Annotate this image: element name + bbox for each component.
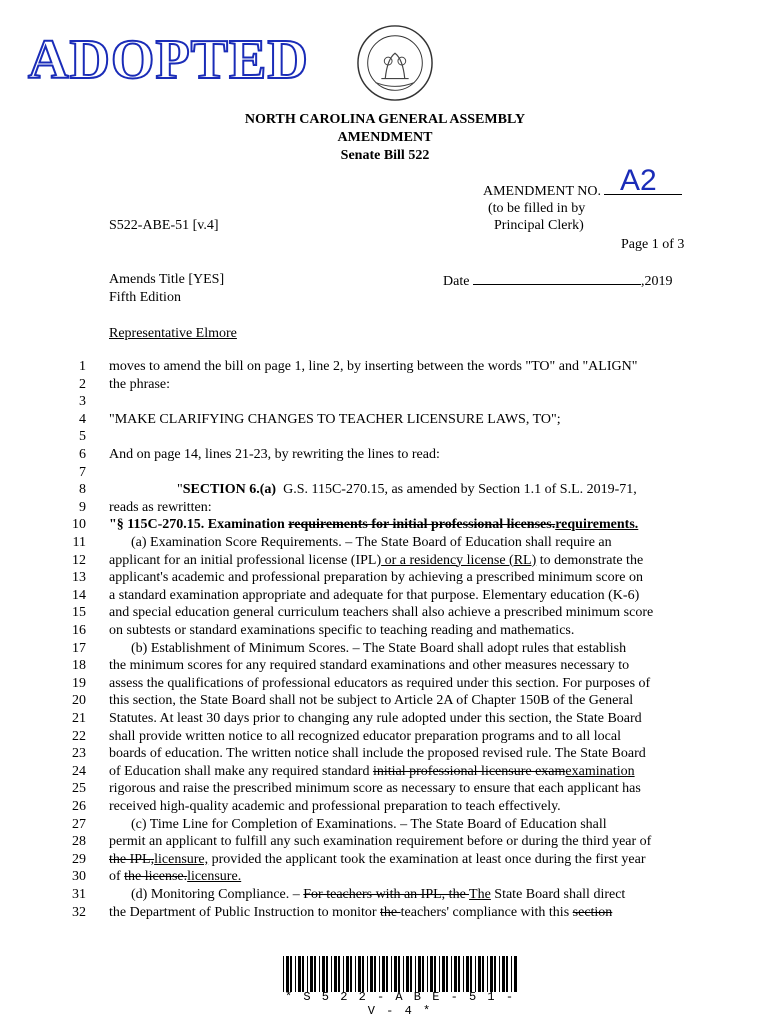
line-text: moves to amend the bill on page 1, line 2, by inserting between the words "TO" and "ALIGN": [109, 359, 638, 374]
barcode-bar: [331, 956, 332, 992]
line-number: 13: [72, 570, 86, 586]
text-part: of Education shall make any required standard: [109, 763, 373, 779]
barcode-bar: [446, 956, 448, 992]
text-part: teachers' compliance with this: [400, 904, 573, 920]
barcode-bar: [427, 956, 428, 992]
barcode-bar: [463, 956, 464, 992]
line-number: 26: [72, 799, 86, 814]
line-number: 7: [79, 464, 86, 480]
line-text: [109, 868, 689, 886]
line-text: on subtests or standard examinations specific to teaching reading and mathematics.: [109, 623, 575, 638]
barcode-bar: [458, 956, 460, 992]
line-number: 11: [72, 535, 86, 550]
statute-heading: "§ 115C-270.15. Examination: [109, 517, 289, 533]
adopted-stamp: ADOPTED: [28, 29, 309, 91]
line-text: a standard examination appropriate and adequate for that purpose. Elementary education (K-6): [109, 587, 640, 603]
line-text: [109, 763, 689, 781]
barcode-text: * S 5 2 2 - A B E - 5 1 - V - 4 *: [284, 990, 516, 1018]
line-text: And on page 14, lines 21-23, by rewriting the lines to read:: [109, 447, 440, 462]
line-number: 31: [72, 887, 86, 902]
line-text: "MAKE CLARIFYING CHANGES TO TEACHER LICENSURE LAWS, TO";: [109, 411, 561, 427]
line-text: [109, 851, 689, 869]
state-seal-icon: [356, 24, 434, 102]
barcode-bar: [358, 956, 361, 992]
amendment-no-label: AMENDMENT NO.: [483, 184, 601, 199]
section-label: SECTION 6.(a): [182, 482, 277, 498]
filled-by-1: (to be filled in by: [488, 201, 586, 216]
barcode-bar: [502, 956, 505, 992]
deleted-text: requirements for initial professional licenses.: [288, 517, 556, 533]
deleted-text: the license.: [124, 869, 188, 885]
line-text: (c) Time Line for Completion of Examinations. – The State Board of Education shall: [131, 816, 607, 832]
barcode-bar: [310, 956, 313, 992]
line-number: 10: [72, 517, 86, 533]
barcode-bar: [319, 956, 320, 992]
barcode-bar: [439, 956, 440, 992]
amends-title: Amends Title [YES]: [109, 272, 225, 287]
line-text: [109, 516, 689, 534]
barcode-bar: [470, 956, 472, 992]
barcode-bar: [451, 956, 452, 992]
barcode-bar: [410, 956, 412, 992]
barcode-bar: [355, 956, 356, 992]
line-number: 12: [72, 552, 86, 568]
date-label: Date: [443, 274, 470, 289]
line-text: received high-quality academic and professional preparation to teach effectively.: [109, 799, 561, 814]
barcode-bar: [295, 956, 296, 992]
barcode-bar: [475, 956, 476, 992]
line-number: 18: [72, 658, 86, 674]
line-text: the phrase:: [109, 376, 171, 392]
amendment-no-value: A2: [620, 164, 657, 197]
barcode-bar: [422, 956, 424, 992]
deleted-text: For teachers with an IPL, the: [303, 887, 470, 902]
barcode-bar: [370, 956, 373, 992]
line-number: 25: [72, 781, 86, 797]
line-number: 30: [72, 869, 86, 885]
barcode-bar: [314, 956, 316, 992]
line-number: 5: [79, 429, 86, 445]
date-line: [473, 272, 641, 285]
barcode-bar: [326, 956, 328, 992]
barcode-bar: [374, 956, 376, 992]
barcode-bar: [398, 956, 400, 992]
barcode-icon: [283, 956, 517, 992]
line-number: 2: [79, 376, 86, 392]
line-number: 14: [72, 587, 86, 603]
barcode-bar: [487, 956, 488, 992]
line-text: Statutes. At least 30 days prior to changing any rule adopted under this section, the State Board: [109, 711, 642, 726]
barcode-bar: [338, 956, 340, 992]
date-field: [443, 272, 672, 290]
inserted-text: or a residency license (RL): [381, 552, 537, 568]
line-number: 20: [72, 693, 86, 709]
line-number: 17: [72, 640, 86, 656]
barcode-bar: [490, 956, 493, 992]
line-number: 28: [72, 834, 86, 850]
barcode-bar: [367, 956, 368, 992]
barcode-bar: [466, 956, 469, 992]
inserted-text: The: [469, 887, 491, 902]
line-number: 29: [72, 851, 86, 867]
line-text: applicant's academic and professional preparation by achieving a prescribed minimum score on: [109, 570, 643, 586]
barcode-bar: [454, 956, 457, 992]
text-part: (d) Monitoring Compliance. –: [131, 887, 304, 902]
deleted-text: the IPL,: [109, 851, 155, 867]
deleted-text: the: [380, 904, 401, 920]
line-text: assess the qualifications of professional educators as required under this section. For purposes of: [109, 675, 651, 691]
line-text: [109, 481, 757, 499]
barcode-bar: [283, 956, 284, 992]
barcode-bar: [406, 956, 409, 992]
line-number: 1: [79, 359, 86, 374]
line-text: and special education general curriculum teachers shall also achieve a prescribed minimum score: [109, 605, 654, 621]
text-part: of: [109, 869, 125, 885]
barcode-bar: [322, 956, 325, 992]
barcode-bar: [499, 956, 500, 992]
page-number: Page 1 of 3: [621, 237, 685, 252]
line-text: reads as rewritten:: [109, 499, 212, 515]
line-number: 4: [79, 411, 86, 427]
inserted-text: licensure.: [187, 869, 242, 885]
barcode-bar: [286, 956, 289, 992]
barcode-bar: [343, 956, 344, 992]
text-part: applicant for an initial professional license (IPL): [109, 552, 382, 568]
barcode-bar: [302, 956, 304, 992]
line-text: shall provide written notice to all recognized educator preparation programs and to all local: [109, 728, 621, 744]
quote-mark: ": [177, 482, 183, 498]
line-number: 22: [72, 728, 86, 744]
barcode-bar: [418, 956, 421, 992]
barcode-bar: [334, 956, 337, 992]
inserted-text: requirements.: [555, 517, 639, 533]
barcode-bar: [415, 956, 416, 992]
line-number: 15: [72, 605, 86, 621]
line-text: the minimum scores for any required standard examinations and other measures necessary to: [109, 658, 630, 674]
assembly-title: NORTH CAROLINA GENERAL ASSEMBLY: [244, 112, 526, 127]
line-number: 19: [72, 675, 86, 691]
line-text: rigorous and raise the prescribed minimum score as necessary to ensure that each applicant has: [109, 781, 641, 797]
barcode-bar: [394, 956, 397, 992]
text-part: to demonstrate the: [536, 552, 644, 568]
line-text: permit an applicant to fulfill any such examination requirement before or during the third year of: [109, 834, 652, 850]
barcode-bar: [382, 956, 385, 992]
barcode-bar: [482, 956, 484, 992]
sponsor: Representative Elmore: [109, 326, 237, 341]
text-part: provided the applicant took the examination at least once during the first year: [208, 851, 646, 867]
line-number: 16: [72, 623, 86, 638]
line-text: [109, 904, 689, 922]
deleted-text: section: [572, 904, 613, 920]
inserted-text: examination: [565, 763, 635, 779]
line-number: 21: [72, 711, 86, 726]
barcode-bar: [362, 956, 364, 992]
barcode-bar: [386, 956, 388, 992]
amendment-title: AMENDMENT: [337, 130, 433, 145]
deleted-text: initial professional licensure exam: [372, 763, 566, 779]
line-text: [109, 552, 689, 570]
barcode-bar: [494, 956, 496, 992]
barcode-bar: [379, 956, 380, 992]
line-text: (a) Examination Score Requirements. – The State Board of Education shall require an: [131, 535, 612, 550]
bill-title: Senate Bill 522: [340, 148, 430, 163]
line-number: 32: [72, 904, 86, 920]
barcode-bar: [514, 956, 517, 992]
line-number: 3: [79, 394, 86, 410]
barcode-bar: [434, 956, 436, 992]
line-text: [109, 886, 711, 904]
edition: Fifth Edition: [109, 290, 181, 305]
line-text: boards of education. The written notice shall include the proposed revised rule. The State Board: [109, 746, 646, 762]
barcode-bar: [430, 956, 433, 992]
date-year: ,2019: [640, 274, 673, 289]
doc-id: S522-ABE-51 [v.4]: [109, 218, 219, 233]
section-text: G.S. 115C-270.15, as amended by Section 1.1 of S.L. 2019-71,: [283, 482, 637, 498]
text-part: State Board shall direct: [490, 887, 626, 902]
line-number: 24: [72, 763, 86, 779]
filled-by-2: Principal Clerk): [494, 218, 584, 233]
barcode-bar: [478, 956, 481, 992]
barcode-bar: [391, 956, 392, 992]
inserted-text: licensure,: [154, 851, 209, 867]
line-number: 27: [72, 816, 86, 832]
barcode-bar: [350, 956, 352, 992]
line-text: (b) Establishment of Minimum Scores. – The State Board shall adopt rules that establish: [131, 640, 627, 656]
line-number: 9: [79, 499, 86, 515]
barcode-bar: [346, 956, 349, 992]
line-number: 8: [79, 482, 86, 498]
barcode-bar: [506, 956, 508, 992]
barcode-bar: [307, 956, 308, 992]
text-part: the Department of Public Instruction to monitor: [109, 904, 381, 920]
line-number: 23: [72, 746, 86, 762]
line-text: this section, the State Board shall not be subject to Article 2A of Chapter 150B of the General: [109, 693, 634, 709]
barcode-bar: [290, 956, 292, 992]
barcode-bar: [298, 956, 301, 992]
barcode-bar: [403, 956, 404, 992]
barcode-bar: [442, 956, 445, 992]
barcode-bar: [511, 956, 512, 992]
line-number: 6: [79, 447, 86, 462]
